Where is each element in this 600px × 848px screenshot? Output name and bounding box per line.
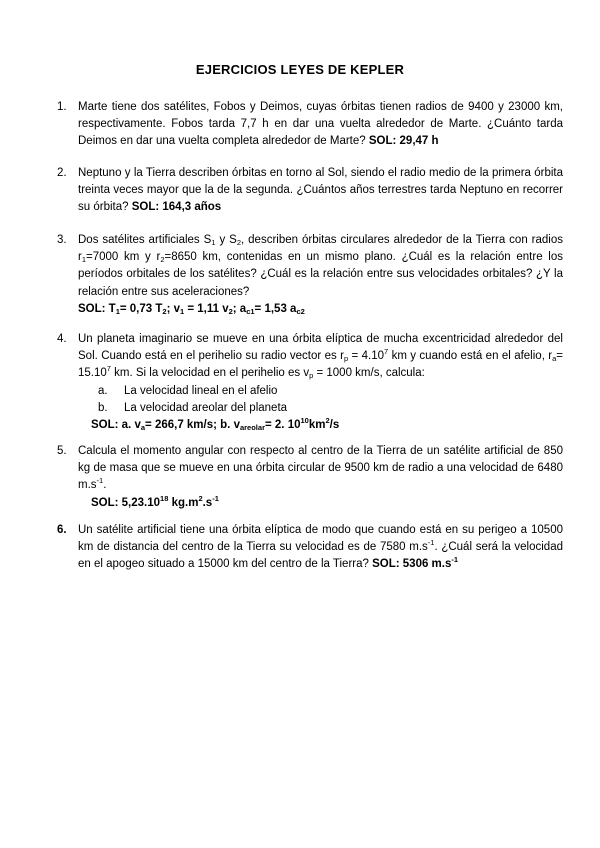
text-run: kg.m [168, 496, 199, 509]
text-run: , describen órbitas circulares alrededor de la Tierra con radios r [78, 234, 563, 264]
exercise-number: 6. [57, 524, 67, 536]
text-run: Un planeta imaginario se mueve en una órbita elíptica de mucha excentricidad alrededor del Sol. Cuando está en el perihelio su radio vector es r [78, 333, 563, 363]
subscript: p [343, 354, 349, 364]
text-run: = 15.10 [78, 350, 563, 380]
text-run: SOL: a. v [91, 419, 141, 432]
exercise-text [78, 522, 563, 574]
sub-question-letter: b. [98, 401, 108, 414]
sub-question-text: La velocidad lineal en el afelio [124, 384, 278, 397]
exercise-number: 4. [57, 333, 67, 345]
subscript: 2 [160, 255, 165, 265]
exercise-solution [91, 495, 563, 512]
exercise-text [78, 232, 563, 301]
superscript: 10 [300, 416, 309, 426]
subscript: a [140, 423, 146, 433]
text-run: =8650 km, contenidas en un mismo plano. ¿Cuál es la relación entre los períodos orbitales de los satélites? ¿Cuál es la relación entre sus velocidades orbitales? ¿Y la relación entre sus aceleraciones? [78, 251, 563, 298]
superscript: 7 [384, 347, 389, 357]
text-run: =7000 km y r [86, 251, 161, 264]
text-run: = 1,11 v [184, 302, 229, 315]
text-run: = 1000 km/s, calcula: [313, 367, 425, 380]
subscript: 2 [228, 306, 233, 316]
exercise-number: 1. [57, 101, 67, 113]
document-title: EJERCICIOS LEYES DE KEPLER [195, 62, 405, 77]
subscript: p [309, 371, 314, 381]
sub-question [78, 383, 563, 400]
superscript: -1 [212, 493, 219, 503]
subscript: 2 [162, 306, 167, 316]
text-run: SOL: 5306 m.s [372, 558, 452, 571]
exercise-text [78, 443, 563, 495]
text-run: = 266,7 km/s; b. v [145, 419, 240, 432]
subscript: a [552, 354, 557, 364]
text-run: Un satélite artificial tiene una órbita elíptica de modo que cuando está en su perigeo a 10500 km de distancia del centro de la Tierra su velocidad es de 7580 m.s [78, 524, 563, 554]
text-run: km y cuando está en el afelio, r [388, 350, 553, 363]
exercise-2 [57, 165, 563, 217]
exercise-3 [57, 232, 563, 318]
superscript: -1 [451, 555, 459, 565]
text-run: km. Si la velocidad en el perihelio es v [110, 367, 310, 380]
text-run: ; v [166, 302, 180, 315]
text-run: . ¿Cuál será la velocidad en el apogeo situado a 15000 km del centro de la Tierra? [78, 541, 563, 571]
subscript: 1 [211, 238, 216, 247]
text-run: y S [215, 234, 237, 246]
text-run: = 1,53 a [254, 302, 297, 315]
superscript: 7 [106, 364, 111, 374]
exercise-solution [91, 417, 563, 434]
subscript: 2 [236, 238, 241, 247]
exercise-5 [57, 443, 563, 512]
superscript: 2 [325, 416, 330, 426]
text-run: . [103, 479, 107, 492]
exercise-number: 5. [57, 445, 67, 457]
exercise-solution [372, 555, 459, 571]
subscript: 1 [115, 306, 120, 316]
text-run: Dos satélites artificiales S [78, 234, 212, 246]
subscript: c1 [246, 306, 255, 316]
text-run: ; a [232, 302, 247, 315]
sub-question-text: La velocidad areolar del planeta [124, 401, 288, 414]
exercise-4 [57, 331, 563, 434]
exercise-text: Neptuno y la Tierra describen órbitas en torno al Sol, siendo el radio medio de la primera órbita treinta veces mayor que la de la segunda. ¿Cuántos años terrestres tarda Neptuno en recorrer su órbita? [78, 167, 563, 214]
exercise-1 [57, 99, 563, 151]
text-run: SOL: 5,23.10 [91, 496, 161, 509]
subscript: 1 [179, 306, 185, 316]
exercise-text: Marte tiene dos satélites, Fobos y Deimos, cuyas órbitas tienen radios de 9400 y 23000 km, respectivamente. Fobos tarda 7,7 h en dar una vuelta alrededor de Marte. ¿Cuánto tarda Deimos en dar una vuelta completa alrededor de Marte? [78, 101, 563, 148]
superscript: 18 [160, 493, 169, 503]
text-run: = 4.10 [348, 350, 385, 363]
exercise-number: 3. [57, 234, 67, 246]
superscript: 2 [198, 493, 203, 503]
text-run: /s [329, 419, 340, 432]
superscript: -1 [427, 538, 435, 548]
sub-question-letter: a. [98, 384, 108, 397]
text-run: = 0,73 T [119, 302, 163, 315]
text-run: .s [202, 496, 213, 509]
exercise-number: 2. [57, 167, 67, 179]
text-run: Calcula el momento angular con respecto al centro de la Tierra de un satélite artificial de 850 kg de masa que se mueve en una órbita circular de 9500 km de radio a una velocidad de 6480 m.s [78, 445, 563, 492]
subscript: c2 [296, 306, 305, 316]
subscript: 1 [81, 255, 87, 265]
sub-question-list [78, 383, 563, 417]
exercise-text [78, 331, 563, 383]
text-run: SOL: T [78, 302, 116, 315]
exercise-solution: SOL: 29,47 h [368, 135, 439, 148]
text-run: = 2. 10 [265, 419, 301, 432]
subscript: areolar [239, 423, 265, 433]
exercise-6 [57, 522, 563, 574]
exercise-solution: SOL: 164,3 años [131, 201, 222, 214]
text-run: km [308, 419, 326, 432]
superscript: -1 [96, 476, 104, 486]
exercise-solution [78, 301, 563, 318]
sub-question [78, 400, 563, 417]
